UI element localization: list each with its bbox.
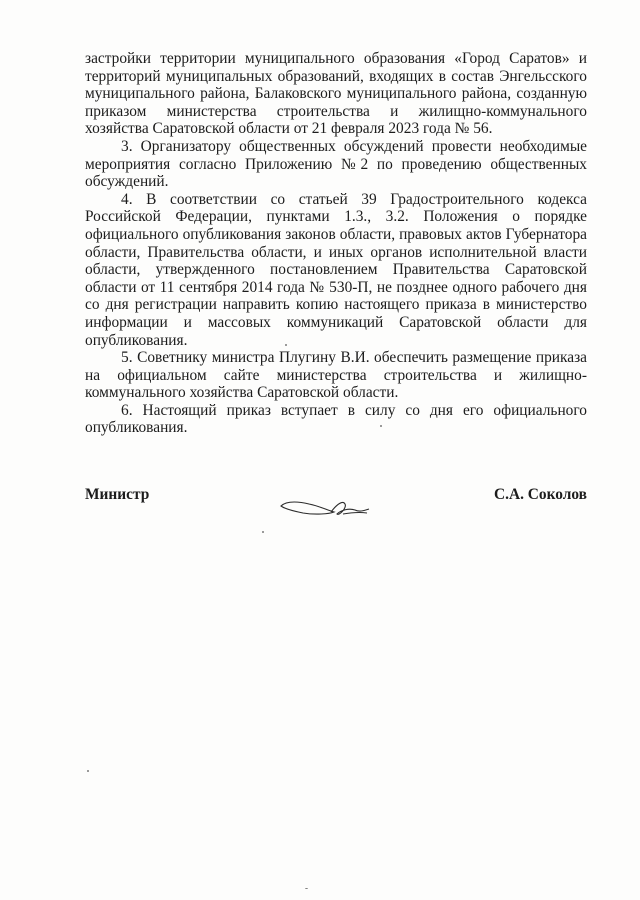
paragraph-continuation: застройки территории муниципального образования «Город Саратов» и территорий муниципальных образований, входящих в состав Энгельсского муниципального района, Балаковского муниципального района, созданную приказом министерства строительства и жилищно-коммунального хозяйства Саратовской области от 21 февраля 2023 года № 56.	[85, 50, 587, 138]
signature-block	[85, 486, 587, 526]
signatory-name: С.А. Соколов	[494, 486, 587, 503]
paragraph-item-5: 5. Советнику министра Плугину В.И. обеспечить размещение приказа на официальном сайте министерства строительства и жилищно-коммунального хозяйства Саратовской области.	[85, 349, 587, 402]
scan-speck	[285, 344, 287, 346]
paragraph-item-6: 6. Настоящий приказ вступает в силу со дня его официального опубликования.	[85, 401, 587, 437]
paragraph-item-3: 3. Организатору общественных обсуждений провести необходимые мероприятия согласно Приложению №2 по проведению общественных обсуждений.	[85, 137, 587, 191]
scan-speck	[262, 531, 264, 533]
scan-speck	[380, 425, 382, 427]
paragraph-item-4: 4. В соответствии со статьей 39 Градостроительного кодекса Российской Федерации, пунктами 1.3., 3.2. Положения о порядке официального опубликования законов области, правовых актов Губернатора области, Правительства области, и иных органов исполнительной власти области, утвержденного постановлением Правительства Саратовской области от 11 сентября 2014 года № 530-П, не позднее одного рабочего дня со дня регистрации направить копию настоящего приказа в министерство информации и массовых коммуникаций Саратовской области для опубликования.	[85, 190, 587, 349]
signatory-title: Министр	[85, 486, 150, 503]
document-body	[85, 50, 587, 437]
handwritten-signature	[279, 494, 379, 524]
scan-speck	[87, 770, 89, 772]
scan-speck	[305, 888, 308, 889]
